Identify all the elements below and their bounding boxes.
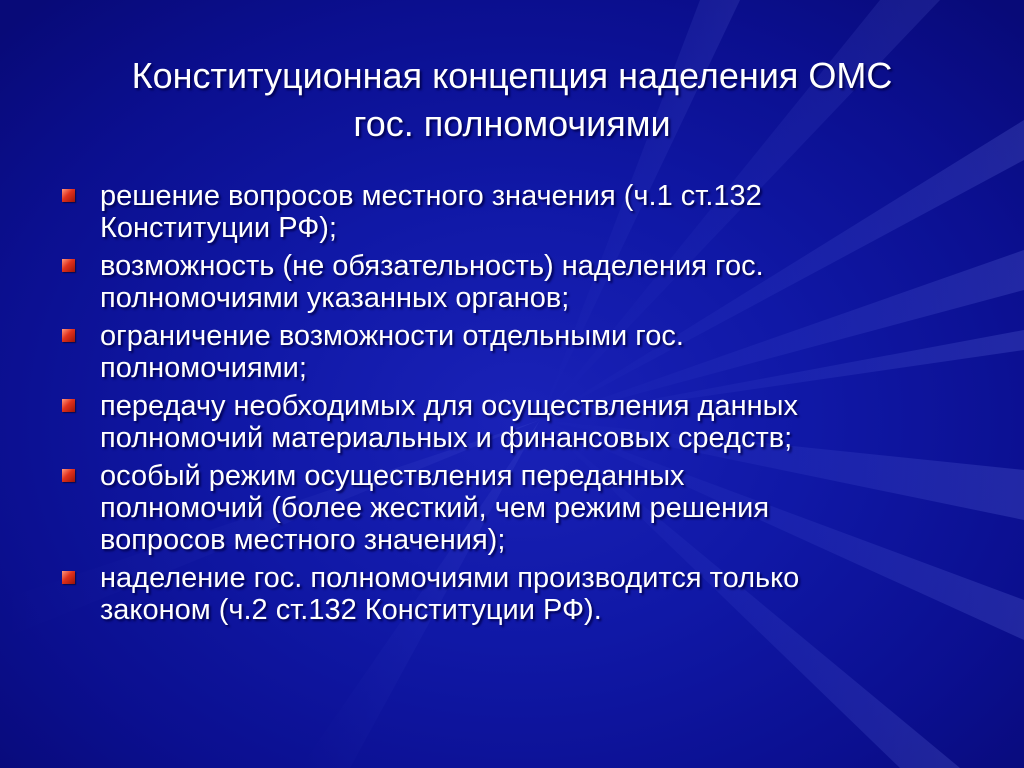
bullet-text-line: Конституции РФ); xyxy=(100,212,337,244)
square-bullet-icon xyxy=(62,571,75,584)
bullet-list xyxy=(60,180,960,632)
bullet-text-line: полномочиями; xyxy=(100,352,307,384)
square-bullet-icon xyxy=(62,259,75,272)
bullet-text-line: полномочий материальных и финансовых средств; xyxy=(100,422,793,454)
bullet-item xyxy=(60,250,960,314)
bullet-text-line: ограничение возможности отдельными гос. xyxy=(100,320,684,352)
bullet-text-line: полномочий (более жесткий, чем режим решения xyxy=(100,492,770,524)
slide-title-line-1: Конституционная концепция наделения ОМС xyxy=(131,55,893,96)
bullet-item xyxy=(60,390,960,454)
square-bullet-icon xyxy=(62,399,75,412)
slide-title xyxy=(60,52,964,148)
slide-title-line-2: гос. полномочиями xyxy=(353,103,671,144)
bullet-item xyxy=(60,562,960,626)
bullet-text-line: возможность (не обязательность) наделения гос. xyxy=(100,250,764,282)
square-bullet-icon xyxy=(62,469,75,482)
bullet-item xyxy=(60,460,960,556)
bullet-item xyxy=(60,320,960,384)
square-bullet-icon xyxy=(62,329,75,342)
bullet-text-line: особый режим осуществления переданных xyxy=(100,460,685,492)
bullet-text-line: вопросов местного значения); xyxy=(100,524,506,556)
bullet-text-line: законом (ч.2 ст.132 Конституции РФ). xyxy=(100,594,602,626)
bullet-text-line: наделение гос. полномочиями производится только xyxy=(100,562,800,594)
bullet-item xyxy=(60,180,960,244)
bullet-text-line: решение вопросов местного значения (ч.1 ст.132 xyxy=(100,180,762,212)
bullet-text-line: передачу необходимых для осуществления данных xyxy=(100,390,798,422)
bullet-text-line: полномочиями указанных органов; xyxy=(100,282,570,314)
square-bullet-icon xyxy=(62,189,75,202)
